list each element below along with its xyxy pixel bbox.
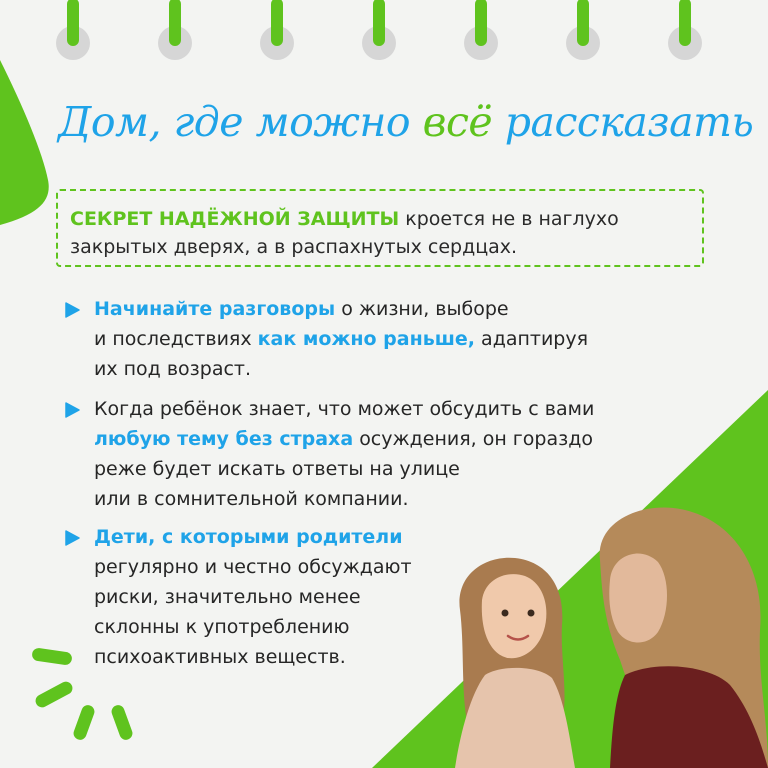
bullet-1-line-2-pre: и последствиях [94, 328, 252, 350]
intro-text [70, 205, 700, 261]
binder-ring-icon [464, 0, 498, 60]
bullet-3-highlight: Дети, с которыми родители [94, 526, 403, 548]
binder-ring-icon [566, 0, 600, 60]
intro-box [56, 189, 704, 267]
title-part-1: Дом, где можно [58, 98, 411, 146]
intro-line-2: закрытых дверях, а в распахнутых сердцах. [70, 236, 518, 258]
binder-ring-icon [260, 0, 294, 60]
bullet-2-line-1: Когда ребёнок знает, что может обсудить с вами [94, 398, 595, 420]
bullet-2-line-4: или в сомнительной компании. [94, 488, 409, 510]
bullet-2-highlight: любую тему без страха [94, 428, 354, 450]
bullet-1-highlight: Начинайте разговоры [94, 298, 336, 320]
title-part-3: рассказать [504, 98, 754, 146]
bullet-3-line-5: психоактивных веществ. [94, 646, 346, 668]
binder-ring-icon [56, 0, 90, 60]
bullet-1-line-2-post: адаптируя [481, 328, 589, 350]
bullet-3-text [94, 522, 412, 672]
page-title [58, 98, 754, 147]
bullet-1-line-3: их под возраст. [94, 358, 252, 380]
bullet-2-text [94, 394, 594, 514]
bullet-1-highlight-2: как можно раньше, [257, 328, 475, 350]
bullet-1-text [94, 294, 588, 384]
title-part-2: всё [422, 98, 493, 146]
intro-line-1-rest: кроется не в наглухо [405, 208, 619, 230]
play-triangle-icon [64, 402, 80, 418]
binder-ring-icon [668, 0, 702, 60]
intro-highlight: СЕКРЕТ НАДЁЖНОЙ ЗАЩИТЫ [70, 208, 400, 230]
binder-ring-icon [362, 0, 396, 60]
bullet-1-line-1-rest: о жизни, выборе [341, 298, 509, 320]
bullet-2-line-3: реже будет искать ответы на улице [94, 458, 460, 480]
mother-daughter-photo [430, 500, 768, 768]
bullet-2-line-2-rest: осуждения, он гораздо [359, 428, 593, 450]
bullet-3-line-2: регулярно и честно обсуждают [94, 556, 412, 578]
bullet-3-line-4: склонны к употреблению [94, 616, 350, 638]
play-triangle-icon [64, 302, 80, 318]
bullet-3-line-3: риски, значительно менее [94, 586, 361, 608]
play-triangle-icon [64, 530, 80, 546]
binder-ring-icon [158, 0, 192, 60]
